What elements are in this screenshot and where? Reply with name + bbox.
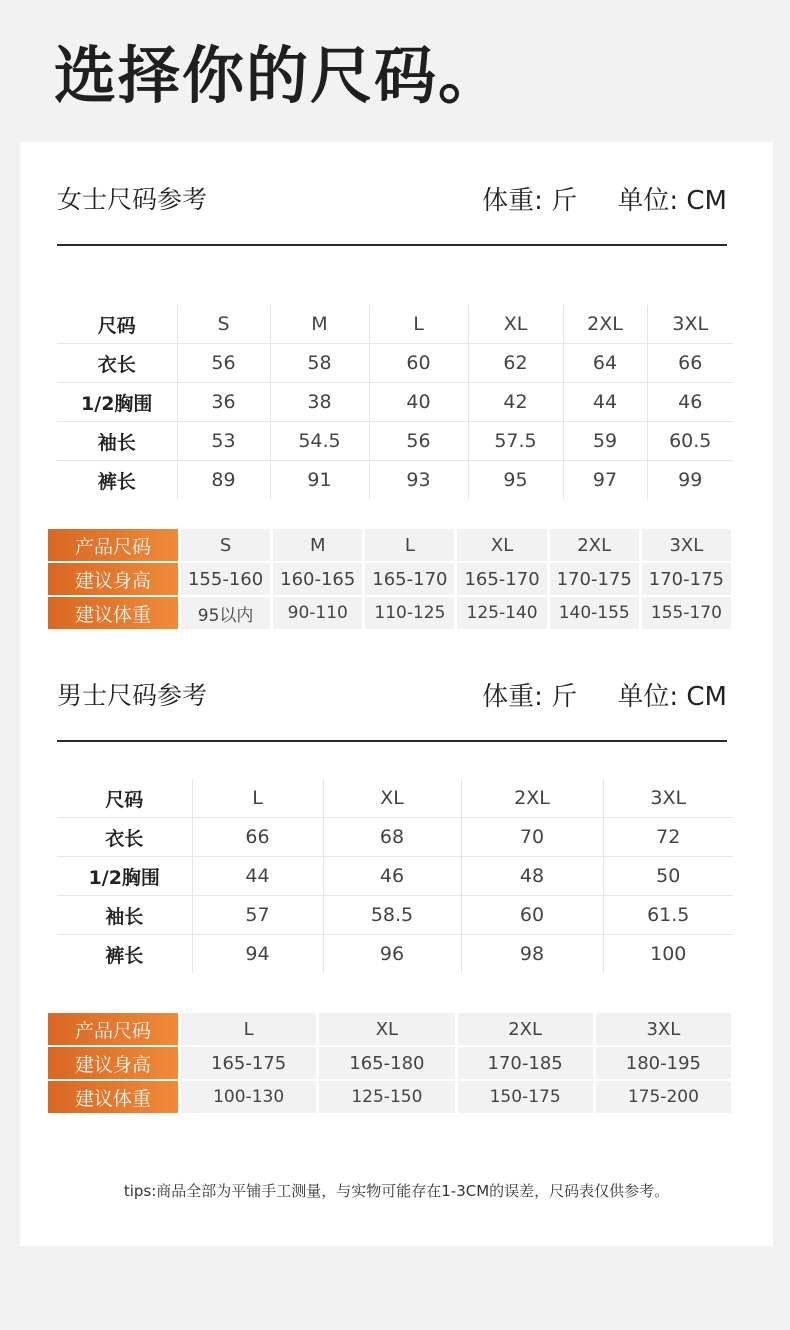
- table-cell: 100: [603, 935, 733, 974]
- row-label-cell: 1/2胸围: [57, 857, 192, 896]
- table-cell: 94: [192, 935, 323, 974]
- table-cell: 89: [177, 461, 270, 500]
- size-chart-card: [20, 142, 773, 1246]
- row-label-cell: 衣长: [57, 344, 177, 383]
- table-cell: 140-155: [550, 597, 639, 629]
- table-cell: 58: [270, 344, 369, 383]
- table-cell: 175-200: [596, 1081, 731, 1113]
- table-cell: 165-170: [365, 563, 454, 595]
- table-cell: 59: [563, 422, 647, 461]
- table-cell: 64: [563, 344, 647, 383]
- table-cell: 180-195: [596, 1047, 731, 1079]
- table-cell: XL: [323, 779, 461, 818]
- table-header-row: [48, 529, 731, 561]
- men-section-title: 男士尺码参考: [57, 681, 208, 710]
- tips-note: tips:商品全部为平铺手工测量，与实物可能存在1-3CM的误差，尺码表仅供参考。: [123, 1182, 670, 1200]
- table-cell: 50: [603, 857, 733, 896]
- table-cell: XL: [468, 305, 563, 344]
- table-cell: 2XL: [563, 305, 647, 344]
- table-row: [48, 1081, 731, 1113]
- table-cell: 95: [468, 461, 563, 500]
- row-label-cell: 尺码: [105, 788, 144, 811]
- table-cell: 165-170: [457, 563, 546, 595]
- row-label-cell: 建议体重: [48, 597, 178, 629]
- table-row: [57, 818, 733, 857]
- table-row: [57, 857, 733, 896]
- table-row: [48, 597, 731, 629]
- table-cell: 90-110: [273, 597, 362, 629]
- table-cell: L: [192, 779, 323, 818]
- men-unit-info: [482, 676, 727, 713]
- table-cell: 96: [323, 935, 461, 974]
- table-cell: 95以内: [181, 597, 270, 629]
- row-label-cell: 裤长: [57, 461, 177, 500]
- table-cell: 125-150: [319, 1081, 454, 1113]
- table-cell: 155-170: [642, 597, 731, 629]
- women-section-title: 女士尺码参考: [57, 185, 208, 214]
- table-cell: 165-180: [319, 1047, 454, 1079]
- table-cell: 150-175: [458, 1081, 593, 1113]
- table-cell: 48: [461, 857, 603, 896]
- row-label-cell: 建议体重: [48, 1081, 178, 1113]
- table-header-row: [48, 1013, 731, 1045]
- table-cell: 60: [369, 344, 468, 383]
- table-cell: 46: [647, 383, 733, 422]
- table-cell: 98: [461, 935, 603, 974]
- row-label-cell: 尺码: [97, 314, 136, 337]
- weight-unit-label: 体重: 斤: [482, 682, 578, 712]
- table-row: [57, 896, 733, 935]
- table-row: [57, 935, 733, 974]
- women-recommendation-table: [45, 527, 734, 631]
- table-cell: 56: [369, 422, 468, 461]
- table-cell: 170-175: [642, 563, 731, 595]
- table-cell: 2XL: [458, 1013, 593, 1045]
- table-cell: 36: [177, 383, 270, 422]
- table-cell: L: [181, 1013, 316, 1045]
- page-title: 选择你的尺码。: [54, 39, 503, 112]
- table-cell: L: [369, 305, 468, 344]
- row-label-cell: 袖长: [57, 896, 192, 935]
- table-cell: 54.5: [270, 422, 369, 461]
- table-cell: 38: [270, 383, 369, 422]
- table-cell: 56: [177, 344, 270, 383]
- table-cell: 66: [647, 344, 733, 383]
- table-cell: 2XL: [461, 779, 603, 818]
- table-cell: 70: [461, 818, 603, 857]
- men-measurement-table: [57, 779, 733, 973]
- row-label-cell: 建议身高: [48, 1047, 178, 1079]
- table-cell: 170-185: [458, 1047, 593, 1079]
- table-cell: 57.5: [468, 422, 563, 461]
- table-cell: 72: [603, 818, 733, 857]
- table-row: [48, 1047, 731, 1079]
- table-cell: 44: [192, 857, 323, 896]
- table-cell: 60.5: [647, 422, 733, 461]
- row-label-cell: 产品尺码: [48, 529, 178, 561]
- table-cell: 68: [323, 818, 461, 857]
- table-cell: M: [270, 305, 369, 344]
- women-section-header: [57, 180, 727, 246]
- table-cell: 46: [323, 857, 461, 896]
- row-label-cell: 1/2胸围: [57, 383, 177, 422]
- table-cell: 60: [461, 896, 603, 935]
- table-cell: 62: [468, 344, 563, 383]
- table-cell: 110-125: [365, 597, 454, 629]
- table-cell: 170-175: [550, 563, 639, 595]
- table-row: [57, 344, 733, 383]
- row-label-cell: 裤长: [57, 935, 192, 974]
- table-cell: 57: [192, 896, 323, 935]
- men-section-header: [57, 676, 727, 742]
- table-row: [57, 422, 733, 461]
- table-cell: 61.5: [603, 896, 733, 935]
- table-cell: 53: [177, 422, 270, 461]
- table-cell: S: [177, 305, 270, 344]
- table-cell: 100-130: [181, 1081, 316, 1113]
- men-recommendation-table: [45, 1011, 734, 1115]
- table-cell: 165-175: [181, 1047, 316, 1079]
- table-row: [48, 563, 731, 595]
- row-label-cell: 产品尺码: [48, 1013, 178, 1045]
- table-row: [57, 461, 733, 500]
- row-label-cell: 袖长: [57, 422, 177, 461]
- table-cell: 160-165: [273, 563, 362, 595]
- women-measurement-table: [57, 305, 733, 499]
- table-cell: 58.5: [323, 896, 461, 935]
- table-cell: 66: [192, 818, 323, 857]
- table-cell: 3XL: [596, 1013, 731, 1045]
- table-cell: 3XL: [647, 305, 733, 344]
- table-cell: 125-140: [457, 597, 546, 629]
- table-cell: L: [365, 529, 454, 561]
- table-cell: 93: [369, 461, 468, 500]
- table-cell: 91: [270, 461, 369, 500]
- table-header-row: [57, 779, 733, 818]
- table-cell: 155-160: [181, 563, 270, 595]
- table-cell: 2XL: [550, 529, 639, 561]
- row-label-cell: 建议身高: [48, 563, 178, 595]
- table-cell: 3XL: [603, 779, 733, 818]
- table-cell: 42: [468, 383, 563, 422]
- table-header-row: [57, 305, 733, 344]
- table-cell: 40: [369, 383, 468, 422]
- women-unit-info: [482, 180, 727, 217]
- table-cell: M: [273, 529, 362, 561]
- table-cell: S: [181, 529, 270, 561]
- table-cell: XL: [319, 1013, 454, 1045]
- weight-unit-label: 体重: 斤: [482, 186, 578, 216]
- table-cell: 44: [563, 383, 647, 422]
- table-cell: 3XL: [642, 529, 731, 561]
- length-unit-label: 单位: CM: [617, 186, 727, 216]
- row-label-cell: 衣长: [57, 818, 192, 857]
- table-cell: 99: [647, 461, 733, 500]
- table-cell: 97: [563, 461, 647, 500]
- table-cell: XL: [457, 529, 546, 561]
- length-unit-label: 单位: CM: [617, 682, 727, 712]
- table-row: [57, 383, 733, 422]
